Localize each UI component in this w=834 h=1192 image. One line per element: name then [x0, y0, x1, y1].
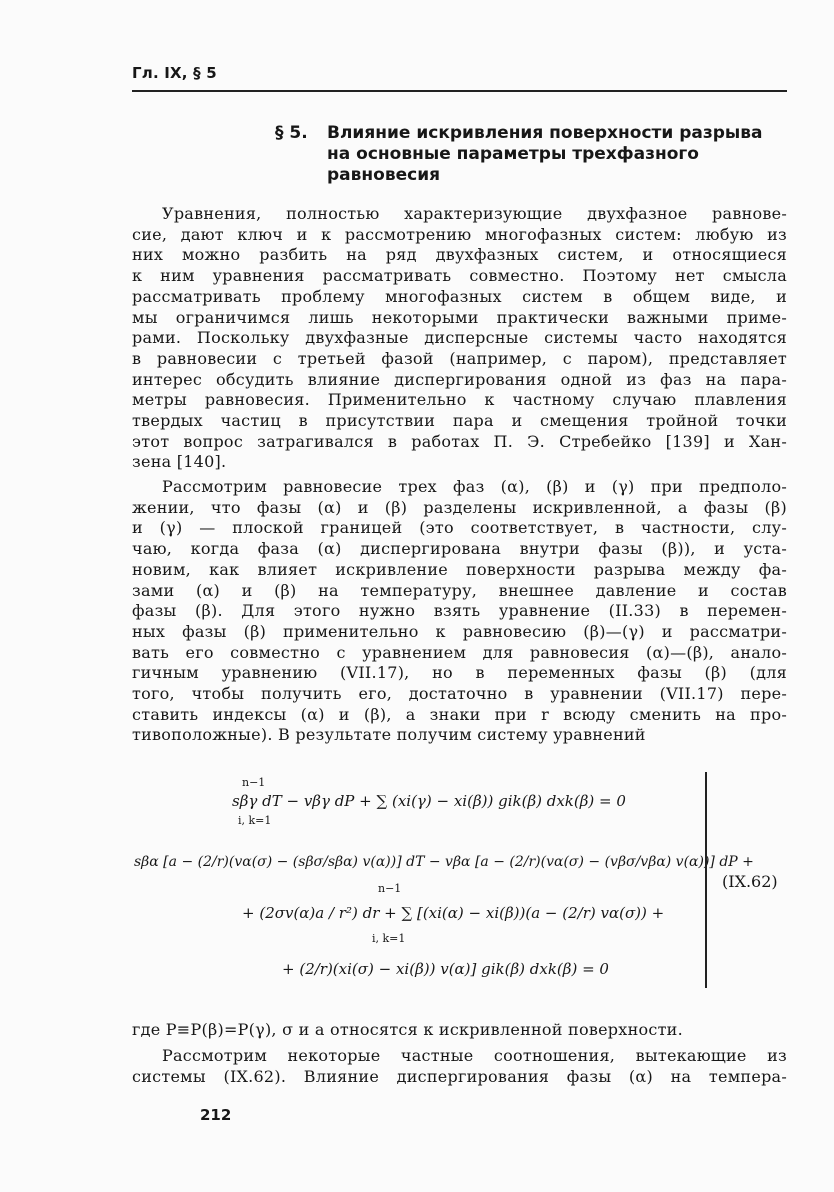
text-line: рассматривать проблему многофазных систем в общем виде, и [132, 286, 787, 306]
text-line: интерес обсудить влияние диспергирования одной из фаз на пара- [132, 369, 787, 389]
sum-upper-limit: n−1 [378, 882, 402, 895]
paragraph-4 [132, 1046, 787, 1087]
text-line: где P≡P(β)=P(γ), σ и a относятся к искривленной поверхности. [132, 1020, 683, 1039]
section-title [275, 123, 780, 186]
equation-number: (IX.62) [722, 872, 778, 891]
section-title-line-1: § 5. Влияние искривления поверхности разрыва [275, 123, 763, 143]
text-line: Рассмотрим равновесие трех фаз (α), (β) и (γ) при предполо- [162, 477, 787, 496]
paragraph-1 [132, 204, 787, 473]
text-line: зами (α) и (β) на температуру, внешнее давление и состав [132, 580, 787, 600]
text-line: к ним уравнения рассматривать совместно. Поэтому нет смысла [132, 266, 787, 286]
text-line: рами. Поскольку двухфазные дисперсные системы часто находятся [132, 328, 787, 348]
running-head: Гл. IX, § 5 [132, 64, 217, 82]
text-line: метры равновесия. Применительно к частному случаю плавления [132, 390, 787, 410]
system-bracket [705, 772, 707, 988]
page-number: 212 [200, 1106, 232, 1124]
text-line: того, чтобы получить его, достаточно в уравнении (VII.17) пере- [132, 684, 787, 704]
sum-lower-limit: i, k=1 [238, 814, 272, 827]
text-line: зена [140]. [132, 452, 227, 472]
text-line: них можно разбить на ряд двухфазных систем, и относящиеся [132, 245, 787, 265]
section-title-line-2: на основные параметры трехфазного [327, 144, 699, 164]
paragraph-2 [132, 477, 787, 746]
equation-system [132, 772, 787, 990]
text-line: этот вопрос затрагивался в работах П. Э. Стребейко [139] и Хан- [132, 431, 787, 451]
paragraph-3 [132, 1020, 787, 1041]
text-line: гичным уравнению (VII.17), но в переменных фазы (β) (для [132, 663, 787, 683]
text-line: вать его совместно с уравнением для равновесия (α)—(β), анало- [132, 642, 787, 662]
sum-lower-limit: i, k=1 [372, 932, 406, 945]
header-rule [132, 90, 787, 92]
text-line: Рассмотрим некоторые частные соотношения, вытекающие из [162, 1046, 787, 1065]
text-line: мы ограничимся лишь некоторыми практически важными приме- [132, 307, 787, 327]
text-line: системы (IX.62). Влияние диспергирования фазы (α) на темпера- [132, 1066, 787, 1086]
equation-line-2: sβα [a − (2/r)(vα(σ) − (sβσ/sβα) v(α))] dT − vβα [a − (2/r)(vα(σ) − (vβσ/vβα) v(α))] dP + [134, 854, 754, 870]
section-title-line-3: равновесия [327, 165, 441, 185]
equation-line-4: + (2/r)(xi(σ) − xi(β)) v(α)] gik(β) dxk(β) = 0 [282, 960, 609, 978]
equation-line-3: + (2σv(α)a / r²) dr + ∑ [(xi(α) − xi(β))(a − (2/r) vα(σ)) + [242, 904, 665, 922]
text-line: ставить индексы (α) и (β), а знаки при r всюду сменить на про- [132, 704, 787, 724]
text-line: тивоположные). В результате получим систему уравнений [132, 725, 646, 745]
equation-line-1: sβγ dT − vβγ dP + ∑ (xi(γ) − xi(β)) gik(β) dxk(β) = 0 [232, 792, 626, 810]
sum-upper-limit: n−1 [242, 776, 266, 789]
text-line: жении, что фазы (α) и (β) разделены искривленной, а фазы (β) [132, 497, 787, 517]
text-line: твердых частиц в присутствии пара и смещения тройной точки [132, 411, 787, 431]
section-number: § 5. [275, 123, 308, 143]
text-line: и (γ) — плоской границей (это соответствует, в частности, слу- [132, 518, 787, 538]
text-line: сие, дают ключ и к рассмотрению многофазных систем: любую из [132, 224, 787, 244]
text-line: новим, как влияет искривление поверхности разрыва между фа- [132, 559, 787, 579]
text-line: в равновесии с третьей фазой (например, с паром), представляет [132, 348, 787, 368]
text-line: Уравнения, полностью характеризующие двухфазное равнове- [162, 204, 787, 223]
text-line: чаю, когда фаза (α) диспергирована внутри фазы (β)), и уста- [132, 539, 787, 559]
text-line: ных фазы (β) применительно к равновесию (β)—(γ) и рассматри- [132, 621, 787, 641]
text-line: фазы (β). Для этого нужно взять уравнение (II.33) в перемен- [132, 601, 787, 621]
